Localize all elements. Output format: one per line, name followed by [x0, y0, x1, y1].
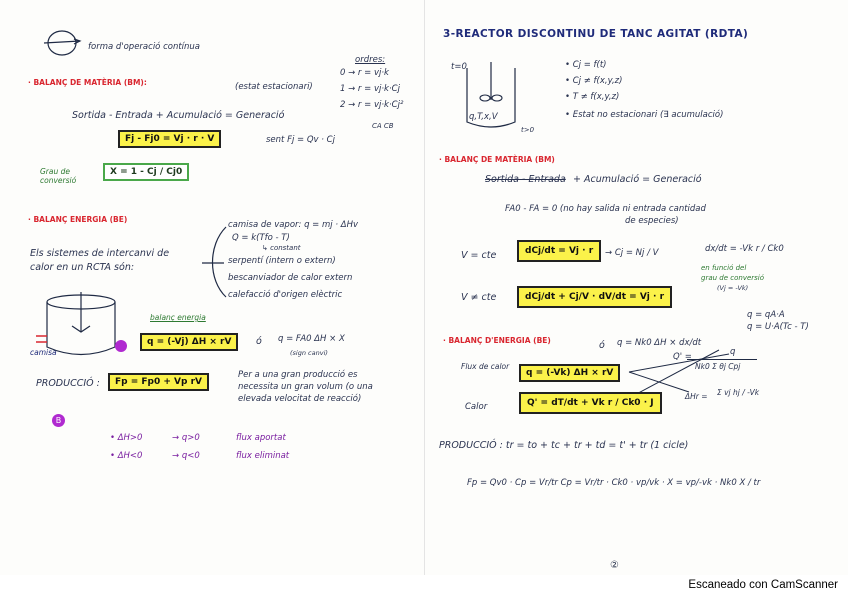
property-4: • Estat no estacionari (∃ acumulació)	[565, 110, 724, 120]
production-box: Fp = Fp0 + Vp rV	[108, 373, 209, 391]
q-fraction-numerator: q	[730, 347, 736, 357]
electric-heating-text: calefacció d'origen elèctric	[228, 290, 343, 300]
dcdt-variable-box: dCj/dt + Cj/V · dV/dt = Vj · r	[517, 286, 672, 308]
dhr-label: ΔHr =	[685, 392, 708, 401]
operation-sketch-icon	[44, 27, 84, 57]
marker-b-icon: B	[52, 414, 65, 427]
production-cycle: PRODUCCIÓ : tr = to + tc + tr + td = t' + tr (1 cicle)	[439, 440, 689, 451]
v-constant-label: V = cte	[461, 250, 497, 261]
property-2: • Cj ≠ f(x,y,z)	[565, 76, 623, 86]
conversion-label: Grau de conversió	[40, 167, 77, 185]
marker-a-icon	[115, 340, 127, 352]
order-2: 2 → r = vj·k·Cj²	[340, 100, 404, 110]
exchange-text-1: Els sistemes de intercanvi de	[30, 248, 170, 259]
q-area-equation: q = qA·A	[747, 310, 785, 320]
heat-flux-box: q = (-Vk) ΔH × rV	[519, 364, 620, 382]
production-note-1: Per a una gran producció es	[238, 370, 358, 380]
fraction-bar	[687, 359, 757, 360]
q-prime-label: Q' =	[673, 352, 692, 362]
property-1: • Cj = f(t)	[565, 60, 607, 70]
heat-balance-box: Q' = dT/dt + Vk r / Ck0 · J	[519, 392, 662, 414]
or-text: ó	[256, 336, 262, 347]
dx-equation: dx/dt = -Vk r / Ck0	[705, 244, 784, 254]
exchange-bracket-icon	[198, 225, 228, 300]
heat-row2-a: • ΔH<0	[110, 451, 143, 461]
heat-row1-b: → q>0	[172, 433, 200, 443]
dhr-fraction: Σ vj hj / -Vk	[717, 388, 760, 397]
section-heading: 3-REACTOR DISCONTINU DE TANC AGITAT (RDTA)	[443, 28, 749, 40]
dx-note-3: (Vj = -Vk)	[717, 284, 749, 292]
heat-flux-label: Flux de calor	[461, 362, 510, 371]
bm-title-right: · BALANÇ DE MATÈRIA (BM)	[439, 155, 555, 164]
production-note-3: elevada velocitat de reacció)	[238, 394, 362, 404]
bm-remaining-terms: + Acumulació = Generació	[573, 174, 702, 185]
property-3: • T ≠ f(x,y,z)	[565, 92, 620, 102]
steady-state-note: (estat estacionari)	[235, 82, 313, 92]
v-variable-label: V ≠ cte	[461, 292, 497, 303]
bm-crossed-terms: Sortida - Entrada	[485, 174, 566, 185]
concentration-result: → Cj = Nj / V	[605, 248, 659, 258]
dx-note-1: en funció del	[701, 264, 747, 272]
left-page	[0, 0, 424, 575]
heat-row1-a: • ΔH>0	[110, 433, 143, 443]
coil-text: serpentí (intern o extern)	[228, 256, 336, 266]
order-1: 1 → r = vj·k·Cj	[340, 84, 400, 94]
flow-zero-text-2: de especies)	[625, 216, 679, 226]
exchange-text-2: calor en un RCTA són:	[30, 262, 135, 273]
vapor-jacket: camisa de vapor: q = mj · ΔHv	[228, 220, 358, 230]
bm-cstr-box: Fj - Fj0 = Vj · r · V	[118, 130, 221, 148]
q-equation: Q = k(Tfo - T)	[232, 233, 290, 243]
production-label: PRODUCCIÓ :	[36, 378, 100, 389]
production-equation: Fp = Qv0 · Cp = Vr/tr Cp = Vr/tr · Ck0 · vp/vk · X = vp/-vk · Nk0 X / tr	[467, 478, 761, 488]
be-title-right: · BALANÇ D'ENERGIA (BE)	[443, 336, 551, 345]
production-note-2: necessita un gran volum (o una	[238, 382, 373, 392]
heat-label: Calor	[465, 402, 488, 412]
energy-balance-label: balanç energia	[150, 313, 206, 322]
heat-row2-b: → q<0	[172, 451, 200, 461]
q-alt-sub: (sign canvi)	[290, 349, 328, 357]
heat-row2-c: flux eliminat	[236, 451, 290, 461]
q-dxdt-equation: q = Nk0 ΔH × dx/dt	[617, 338, 702, 348]
bm-general-equation: Sortida - Entrada + Acumulació = Generació	[72, 110, 285, 121]
dcdt-box: dCj/dt = Vj · r	[517, 240, 601, 262]
t-zero-label: t=0	[451, 62, 467, 72]
page-number: ②	[610, 560, 619, 571]
energy-box: q = (-Vj) ΔH × rV	[140, 333, 238, 351]
right-page	[424, 0, 848, 575]
conversion-box: X = 1 - Cj / Cj0	[103, 163, 189, 181]
jacket-label: camisa	[30, 348, 57, 357]
tank-label: q,T,x,V	[469, 112, 498, 122]
be-title: · BALANÇ ENERGIA (BE)	[28, 215, 128, 224]
exchanger-text: bescanviador de calor extern	[228, 273, 353, 283]
order-0: 0 → r = vj·k	[340, 68, 389, 78]
flow-definition: sent Fj = Qv · Cj	[266, 135, 335, 145]
bm-title: · BALANÇ DE MATÈRIA (BM):	[28, 78, 147, 87]
operation-mode-text: forma d'operació contínua	[88, 42, 201, 52]
or-text-right: ó	[599, 340, 605, 351]
q-fraction-denominator: Nk0 Σ θj Cpj	[695, 362, 741, 371]
constant-note: ↳ constant	[262, 244, 301, 252]
heat-row1-c: flux aportat	[236, 433, 286, 443]
q-ua-equation: q = U·A(Tc - T)	[747, 322, 809, 332]
ca-cb-note: CA CB	[372, 122, 394, 130]
t-positive-label: t>0	[521, 126, 535, 134]
q-alt-equation: q = FA0 ΔH × X	[278, 334, 345, 344]
dx-note-2: grau de conversió	[701, 274, 765, 282]
orders-label: ordres:	[355, 55, 386, 65]
scanner-watermark: Escaneado con CamScanner	[688, 579, 838, 591]
flow-zero-text: FA0 - FA = 0 (no hay salida ni entrada cantidad	[505, 204, 706, 214]
